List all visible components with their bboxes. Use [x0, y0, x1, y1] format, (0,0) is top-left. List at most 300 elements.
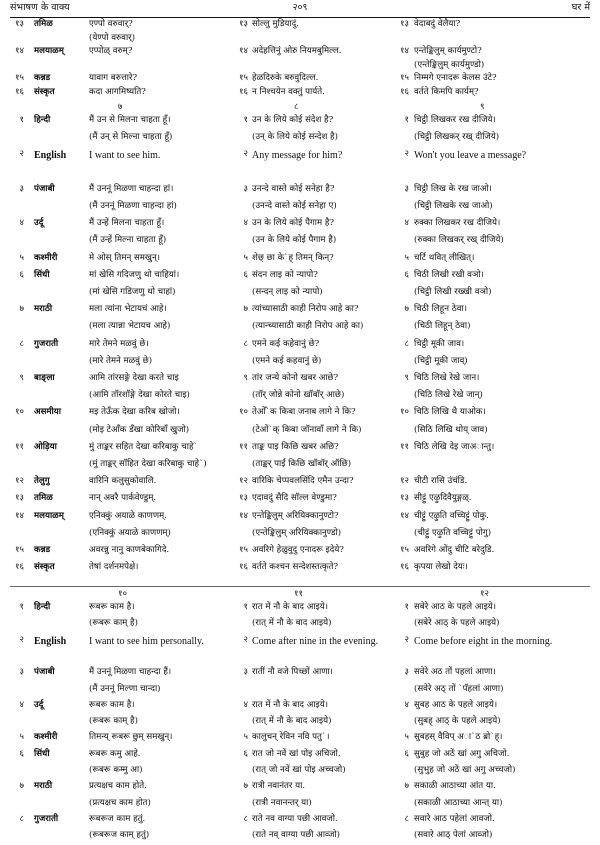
phrase-text: (सुबह् आठ् के पहले आइये) — [414, 716, 501, 727]
block-divider — [10, 586, 590, 587]
row-number: १६ — [239, 86, 248, 97]
phrase-text: वारिनि कलुसुकोवालि. — [89, 476, 157, 487]
phrase-row — [0, 546, 600, 558]
phrase-text: चिठी लिहून ठेवा। — [414, 304, 468, 315]
phrase-text: (रात्री नवानन्तर् या) — [252, 797, 312, 808]
column-number: १० — [118, 589, 127, 599]
row-number: ३ — [19, 667, 24, 678]
phrase-row — [0, 61, 600, 73]
phrase-row — [0, 88, 600, 100]
phrase-text: चिट्ठी लिखकर रख दीजिये। — [414, 115, 496, 125]
phrase-text: चिठि लिखे रेखे जान। — [414, 373, 480, 383]
phrase-text: निम्मगे एनादरू केलस उंटे? — [414, 73, 497, 83]
phrase-text: वर्तते कश्चन सन्देशस्तत्कृते? — [252, 562, 339, 573]
phrase-text: (मला त्यान्ना भेटायच आहे) — [89, 321, 171, 332]
row-number: ८ — [243, 813, 248, 824]
phrase-text: रुक्का लिखकर रख दीजिये। — [414, 218, 501, 229]
phrase-text: रूबरू काम है। — [89, 699, 135, 710]
phrase-text: मैं उननूं मिळणा चाहन्दा हैं। — [89, 667, 172, 678]
row-number: ३ — [243, 667, 248, 678]
phrase-row — [0, 815, 600, 827]
phrase-row — [0, 426, 600, 438]
row-number: ६ — [19, 269, 24, 280]
phrase-text: (रूबरू काम् है) — [89, 618, 138, 629]
phrase-text: (उन् के लिये कोई सन्देश है) — [252, 132, 338, 143]
phrase-text: अदेहत्तिनुं ओऱु नियमबुमिल्ल. — [252, 46, 342, 56]
language-label: हिन्दी — [34, 602, 51, 612]
phrase-text: तेषां दर्शनमपेक्षे। — [89, 562, 139, 573]
row-number: ८ — [243, 338, 248, 349]
phrase-row — [0, 47, 600, 59]
row-number: १५ — [15, 545, 24, 555]
phrase-text: सकाळी आठाच्या आंत या. — [414, 781, 496, 792]
phrase-text: (चिठि लिखे रेखे जान्) — [414, 390, 483, 401]
phrase-text: एमने कई कहेवानुं छे? — [252, 338, 320, 349]
language-label: पंजाबी — [34, 667, 55, 678]
phrase-text: राते नव वाग्या पछी आवजो. — [252, 813, 338, 824]
phrase-row — [0, 512, 600, 524]
row-number: ८ — [19, 338, 24, 349]
phrase-text: मां खेसि गदिजणु थो चाहियां। — [89, 269, 180, 280]
language-label: तमिळ — [34, 493, 53, 504]
row-number: ७ — [404, 781, 409, 792]
row-number: ७ — [404, 304, 409, 315]
row-number: १ — [243, 115, 248, 125]
phrase-text: (एन्तेङ्किलुम् अरियिक्कानुण्डो) — [252, 527, 342, 538]
row-number: ६ — [243, 748, 248, 759]
phrase-text: रूबरू काम है। — [89, 602, 135, 612]
language-label: बाङ्ला — [34, 373, 55, 383]
phrase-text: (मारे तेमने मळवुं छे) — [89, 355, 153, 366]
phrase-row — [0, 408, 600, 420]
row-number: १२ — [15, 476, 24, 487]
phrase-text: (चिट्ठी लिखी रख्खी वञो) — [414, 287, 492, 297]
row-number: ५ — [404, 732, 409, 743]
phrase-text: (उन के लिये कोई पैगाम है) — [252, 235, 337, 246]
phrase-text: सुबुह जो अठें खां अगु अचिजो. — [414, 748, 510, 759]
row-number: २ — [243, 149, 248, 160]
phrase-row — [0, 357, 600, 369]
row-number: ९ — [404, 373, 409, 383]
phrase-text: एन्तेङ्किलुम् अरियिक्कानुण्टो? — [252, 510, 339, 521]
phrase-text: अवरिगे ओंदु चीटि बरेदुडि. — [414, 545, 495, 555]
phrase-row — [0, 305, 600, 317]
language-label: कश्मीरी — [34, 732, 58, 743]
phrase-text: आमि तांरसङ्गे देखा करते चाइ — [89, 373, 179, 383]
phrase-text: (एन्तेङ्किलुम् कार्यमुण्डो) — [414, 59, 485, 70]
row-number: ४ — [19, 699, 24, 710]
phrase-text: (मां खेसि गडिजणु थो चाहां) — [89, 287, 176, 297]
language-label: उर्दू — [34, 699, 44, 710]
phrase-text: चिठि लेखि देइ जाअान्तु। — [414, 441, 495, 452]
row-number: १३ — [400, 19, 409, 29]
row-number: १४ — [239, 46, 248, 56]
row-number: ८ — [404, 338, 409, 349]
phrase-text: (रात् में नौ के बाद आइये) — [252, 716, 332, 727]
header-right: घर में — [571, 2, 590, 13]
row-number: ११ — [400, 441, 409, 452]
phrase-text: I want to see him. — [89, 150, 161, 162]
phrase-row — [0, 652, 600, 664]
phrase-text: अवरिगे हेळुवुदु एनादरू इदेये? — [252, 545, 344, 555]
phrase-text: रातीं नौ वजे पिच्छों आणा। — [252, 667, 333, 678]
row-number: १० — [400, 407, 409, 418]
phrase-row — [0, 733, 600, 745]
row-number: ५ — [19, 732, 24, 743]
phrase-text: (तॉर् जोन्ने कोनो खॉबॉर् आछे) — [252, 390, 345, 401]
phrase-row — [0, 799, 600, 811]
row-number: ९ — [19, 373, 24, 383]
phrase-text: (सवारे आठ् पेलां आव्जो) — [414, 830, 493, 841]
phrase-text: (मैं उन्हें मिल्ना चाहता हूँ) — [89, 235, 167, 246]
row-number: ६ — [404, 269, 409, 280]
language-label: कन्नड — [34, 73, 51, 83]
phrase-row — [0, 782, 600, 794]
row-number: १ — [19, 602, 24, 612]
row-number: ११ — [239, 441, 248, 452]
row-number: ४ — [243, 699, 248, 710]
row-number: १३ — [15, 19, 24, 29]
phrase-text: मला त्यांना भेटायचं आहे। — [89, 304, 167, 315]
row-number: ७ — [243, 781, 248, 792]
row-number: ५ — [243, 732, 248, 743]
phrase-row — [0, 288, 600, 300]
phrase-text: एन्तेङ्किलुम् कार्यमुण्टो? — [414, 46, 482, 56]
phrase-text: (सबेरे आठ् के पहले आइये) — [414, 618, 500, 629]
row-number: ४ — [243, 218, 248, 229]
phrase-row — [0, 322, 600, 334]
column-number: ११ — [294, 589, 303, 599]
phrase-row — [0, 750, 600, 762]
phrase-text: हेळदिरुके बरुवुदिल्ल. — [252, 73, 319, 83]
row-number: १४ — [400, 46, 409, 56]
phrase-text: Come before eight in the morning. — [414, 635, 553, 647]
phrase-text: उनन्दे वास्ते कोई सनेहा है? — [252, 183, 335, 194]
phrase-text: रात में नौ के बाद आइये। — [252, 602, 328, 612]
phrase-row — [0, 116, 600, 128]
row-number: ५ — [404, 252, 409, 263]
language-label: English — [34, 635, 67, 647]
phrase-text: (सवेरे अठ् तों `पॅहलां आणा) — [414, 683, 504, 694]
row-number: ४ — [19, 218, 24, 229]
phrase-row — [0, 271, 600, 283]
phrase-text: रूबरूज काम हतुं. — [89, 813, 146, 824]
row-number: ८ — [19, 813, 24, 824]
phrase-row — [0, 219, 600, 231]
phrase-text: (राते नव् वाग्या पछी आव्जो) — [252, 830, 340, 841]
language-label: कन्नड — [34, 545, 51, 555]
phrase-text: सीट्टुं एऴुदिवैयुङ्गळ्. — [414, 493, 472, 504]
row-number: १० — [15, 407, 24, 418]
phrase-text: चिट्ठी मूकी जाव। — [414, 338, 465, 349]
row-number: १२ — [400, 476, 409, 487]
phrase-row — [0, 701, 600, 713]
phrase-text: नान् अवरै पार्कवेण्डुम्. — [89, 493, 157, 504]
language-label: हिन्दी — [34, 115, 51, 125]
phrase-text: एप्पोळ् वरुम्? — [89, 46, 133, 56]
phrase-row — [0, 668, 600, 680]
phrase-text: (सन्दन् लाइ को न्यापो) — [252, 287, 323, 297]
phrase-text: प्रत्यक्षच काम होते. — [89, 781, 147, 792]
phrase-text: (मुं ताङ्कर् सॉहित देखा करिबाकु चाहे`) — [89, 459, 207, 469]
phrase-text: (चिट्ठी मूकी जाव्) — [414, 355, 468, 366]
phrase-text: मे ओस् तिमन् समखुन्। — [89, 252, 160, 263]
phrase-row — [0, 236, 600, 248]
row-number: १६ — [15, 562, 24, 573]
column-number: ८ — [294, 102, 299, 112]
phrase-text: (आमि तॉरशॉङ्गे देखा कोरते चाइ) — [89, 390, 190, 401]
row-number: १४ — [15, 46, 24, 56]
row-number: १३ — [15, 493, 24, 504]
page-header — [10, 3, 590, 17]
row-number: १ — [19, 115, 24, 125]
language-label: तमिळ — [34, 19, 53, 29]
phrase-text: सवारे आठ पहेलां आवजो. — [414, 813, 495, 824]
phrase-text: यावाग बरुत्तारे? — [89, 73, 138, 83]
row-number: १४ — [400, 510, 409, 521]
phrase-row — [0, 717, 600, 729]
column-numbers — [0, 590, 600, 602]
header-left: संभाषण के वाक्य — [10, 2, 70, 13]
phrase-text: चीटी रासि उंचंडि. — [414, 476, 468, 487]
row-number: ३ — [404, 183, 409, 194]
row-number: १५ — [239, 73, 248, 83]
row-number: ३ — [19, 183, 24, 194]
row-number: १४ — [15, 510, 24, 521]
phrase-text: (ताङ्कर् पाईं किछि खॉबॉर् ऑछि) — [252, 459, 352, 469]
phrase-text: चिठी लिखी रखी वञो। — [414, 269, 484, 280]
phrase-text: (मोइ टेऑंक डॅंखा कोरिबॉं खुजो) — [89, 424, 190, 435]
phrase-text: अवरन्नु नानु काणबेकागिदे. — [89, 545, 170, 555]
row-number: १५ — [15, 73, 24, 83]
phrase-text: न निश्चयेन वक्तुं पार्यते. — [252, 86, 325, 97]
phrase-text: तिमन्य् रूबरू छुम् समखुन्। — [89, 732, 173, 743]
row-number: २ — [404, 634, 409, 645]
row-number: ७ — [243, 304, 248, 315]
row-number: १५ — [239, 545, 248, 555]
phrase-text: चिट्ठी लिख के रख जाओ। — [414, 183, 492, 194]
row-number: १६ — [239, 562, 248, 573]
phrase-text: (सिठि लिखि थोय् जाव) — [414, 424, 488, 435]
phrase-text: वेदाबदुं वेलैया? — [414, 19, 461, 29]
phrase-row — [0, 374, 600, 386]
phrase-text: (चिट्ठी लिखके रख जाओ) — [414, 201, 493, 211]
phrase-text: वर्तते किमपि कार्यम्? — [414, 86, 479, 97]
phrase-text: (चिठी लिहून् ठेवा) — [414, 321, 471, 332]
page-number: २०९ — [292, 2, 308, 13]
language-label: असमीया — [34, 407, 61, 418]
phrase-text: उन के लिये कोई पैगाम है? — [252, 218, 335, 229]
language-label: संस्कृत — [34, 86, 55, 97]
row-number: १६ — [400, 86, 409, 97]
column-number: ९ — [480, 102, 485, 112]
row-number: ७ — [19, 304, 24, 315]
language-label: सिंधी — [34, 269, 50, 280]
phrase-text: रात्री नवानंतर या. — [252, 781, 306, 792]
row-number: ८ — [404, 813, 409, 824]
row-number: १ — [243, 602, 248, 612]
phrase-row — [0, 477, 600, 489]
phrase-row — [0, 202, 600, 214]
phrase-text: मैं उन से मिलना चाहता हूँ। — [89, 115, 171, 125]
phrase-text: (सकाळी आठाच्या आन्त् या) — [414, 797, 503, 808]
phrase-text: शेछ् छा के`ह् तिमन् किन्? — [252, 252, 334, 263]
phrase-text: मारे तेमने मळवुं छे। — [89, 338, 149, 349]
language-label: कश्मीरी — [34, 252, 58, 263]
phrase-text: (मैं उन् से मिल्ना चाहता हूँ) — [89, 132, 173, 143]
phrase-row — [0, 254, 600, 266]
phrase-row — [0, 133, 600, 145]
row-number: २ — [404, 149, 409, 160]
language-label: तेलुगु — [34, 476, 50, 487]
language-label: गुजराती — [34, 338, 59, 349]
row-number: १५ — [400, 545, 409, 555]
phrase-row — [0, 529, 600, 541]
phrase-text: (रूबरू कम्मु आ) — [89, 765, 143, 775]
phrase-row — [0, 168, 600, 180]
row-number: २ — [243, 634, 248, 645]
language-label: English — [34, 150, 67, 162]
row-number: १६ — [15, 86, 24, 97]
row-number: ७ — [19, 781, 24, 792]
phrase-text: (टेओं`क् किबा जॉनावॉं लागे ने कि) — [252, 424, 362, 435]
phrase-text: मैं उननूं मिळणा चाहन्दा हां। — [89, 183, 174, 194]
row-number: ३ — [243, 183, 248, 194]
phrase-text: चिठि लिखि थै याओक। — [414, 407, 486, 418]
row-number: १२ — [239, 476, 248, 487]
phrase-text: (रूबरूज काम् हतुं) — [89, 830, 150, 841]
phrase-text: तांर जन्ये कोनो खबर आछे? — [252, 373, 339, 383]
row-number: २ — [19, 149, 24, 160]
row-number: १३ — [239, 493, 248, 504]
phrase-row — [0, 636, 600, 648]
phrase-row — [0, 685, 600, 697]
phrase-text: I want to see him personally. — [89, 635, 204, 647]
phrase-text: (रूबरू काम् है) — [89, 716, 138, 727]
phrase-text: (एमने कई कहवानुं छे) — [252, 355, 322, 366]
phrase-text: रूबरू कमु आहे. — [89, 748, 141, 759]
row-number: १६ — [400, 562, 409, 573]
phrase-text: (रात् जो नवें खां पोइ अच्चजो) — [252, 765, 346, 775]
phrase-row — [0, 20, 600, 32]
row-number: ५ — [19, 252, 24, 263]
phrase-text: सवेरे अठ तों पहलां आणा। — [414, 667, 496, 678]
phrase-text: सुबहस् वैविप् अा`ठ ब्रो`ह्। — [414, 732, 503, 743]
row-number: १३ — [400, 493, 409, 504]
phrase-text: सुबह आठ के पहले आइये। — [414, 699, 498, 710]
row-number: १५ — [400, 73, 409, 83]
row-number: ९ — [243, 373, 248, 383]
phrase-text: (प्रत्यक्षच काम होत) — [89, 797, 151, 808]
phrase-text: (चीट्टुं एऴुति वच्चिट्टुं पोगु) — [414, 527, 492, 538]
phrase-row — [0, 619, 600, 631]
row-number: ४ — [404, 699, 409, 710]
row-number: २ — [19, 634, 24, 645]
phrase-text: एदावदुं सैदि सॉल्ल वेण्डुमा? — [252, 493, 337, 504]
phrase-text: (चिट्ठी लिखकर् रख् दीजिये) — [414, 132, 500, 143]
phrase-text: Won't you leave a message? — [414, 150, 527, 162]
phrase-text: (रुक्का लिखकर् रख् दीजिये) — [414, 235, 504, 246]
phrase-row — [0, 340, 600, 352]
phrase-row — [0, 443, 600, 455]
phrase-text: सबेरे आठ के पहले आइये। — [414, 602, 497, 612]
language-label: संस्कृत — [34, 562, 55, 573]
phrase-row — [0, 494, 600, 506]
row-number: ११ — [15, 441, 24, 452]
row-number: ४ — [404, 218, 409, 229]
language-label: मराठी — [34, 781, 53, 792]
row-number: १ — [404, 602, 409, 612]
phrase-row — [0, 150, 600, 162]
language-label: मराठी — [34, 304, 53, 315]
phrase-text: मइ तेऊँक देखा करिब खोजो। — [89, 407, 180, 418]
phrase-text: रात में नौ के बाद आइये। — [252, 699, 328, 710]
language-label: मलयाळम् — [34, 46, 64, 56]
phrase-row — [0, 391, 600, 403]
language-label: ओड़िया — [34, 441, 57, 452]
phrase-text: (मैं उननूं मिल्णा चान्दा) — [89, 683, 161, 694]
phrase-row — [0, 460, 600, 472]
row-number: ६ — [19, 748, 24, 759]
language-label: गुजराती — [34, 813, 59, 824]
header-rule — [10, 17, 590, 18]
row-number: १ — [404, 115, 409, 125]
language-label: सिंधी — [34, 748, 50, 759]
phrase-text: (येण्पो वरुवार्) — [89, 32, 136, 43]
phrase-text: ताङ्क पाइ किछि खबर अछि? — [252, 441, 339, 452]
phrase-row — [0, 831, 600, 843]
row-number: ६ — [243, 269, 248, 280]
row-number: १३ — [239, 19, 248, 29]
phrase-row — [0, 766, 600, 778]
phrase-text: (उनन्दे वास्ते कोई सनेहा ए) — [252, 201, 337, 211]
phrase-text: संदन लाइ को न्यापो? — [252, 269, 318, 280]
phrase-text: Come after nine in the evening. — [252, 635, 379, 647]
phrase-text: (मैं उननूं मिळणा चाहन्दा हां) — [89, 201, 177, 211]
column-number: ७ — [118, 102, 123, 112]
phrase-row — [0, 185, 600, 197]
phrase-text: त्यांच्यासाठी काही निरोप आहे का? — [252, 304, 359, 315]
row-number: १० — [239, 407, 248, 418]
phrase-text: (एनिक्कुं अयाळे काणणम्) — [89, 527, 171, 538]
phrase-text: एनिक्कुं अयाळे काणणम्. — [89, 510, 167, 521]
phrase-text: चर्टि थवित् लीखित्। — [414, 252, 475, 263]
phrase-text: मैं उन्हें मिलना चाहता हूँ। — [89, 218, 165, 229]
phrase-text: सोल्लु मुडियादुं. — [252, 19, 299, 29]
phrase-text: कालुचन् रेविन नवि पतु`। — [252, 732, 330, 743]
phrase-text: रात जो नवें खां पोइ अचिजो. — [252, 748, 341, 759]
phrase-text: एण्पो वरुवार्? — [89, 19, 133, 29]
phrase-text: (त्यान्च्यासाठी काही निरोप आहे का) — [252, 321, 364, 332]
language-label: उर्दू — [34, 218, 44, 229]
row-number: ५ — [243, 252, 248, 263]
phrase-row — [0, 74, 600, 86]
row-number: ३ — [404, 667, 409, 678]
language-label: पंजाबी — [34, 183, 55, 194]
phrase-text: तेओँ`क किबा जनाब लागे ने कि? — [252, 407, 356, 418]
phrase-row — [0, 603, 600, 615]
phrase-text: कृपया लेखो देयः। — [414, 562, 468, 573]
phrase-text: कदा आगमिष्यति? — [89, 86, 146, 97]
phrase-text: मुं ताङ्कर सहित देखा करिबाकु चाहे` — [89, 441, 198, 452]
column-numbers — [0, 103, 600, 115]
phrase-row — [0, 563, 600, 575]
phrase-text: वारिकि चेप्पवलसिंदि एमैन उन्दा? — [252, 476, 354, 487]
phrase-text: Any message for him? — [252, 150, 343, 162]
phrase-row — [0, 34, 600, 46]
column-number: १२ — [480, 589, 489, 599]
phrase-text: (रात् में नौ के बाद आइये) — [252, 618, 332, 629]
